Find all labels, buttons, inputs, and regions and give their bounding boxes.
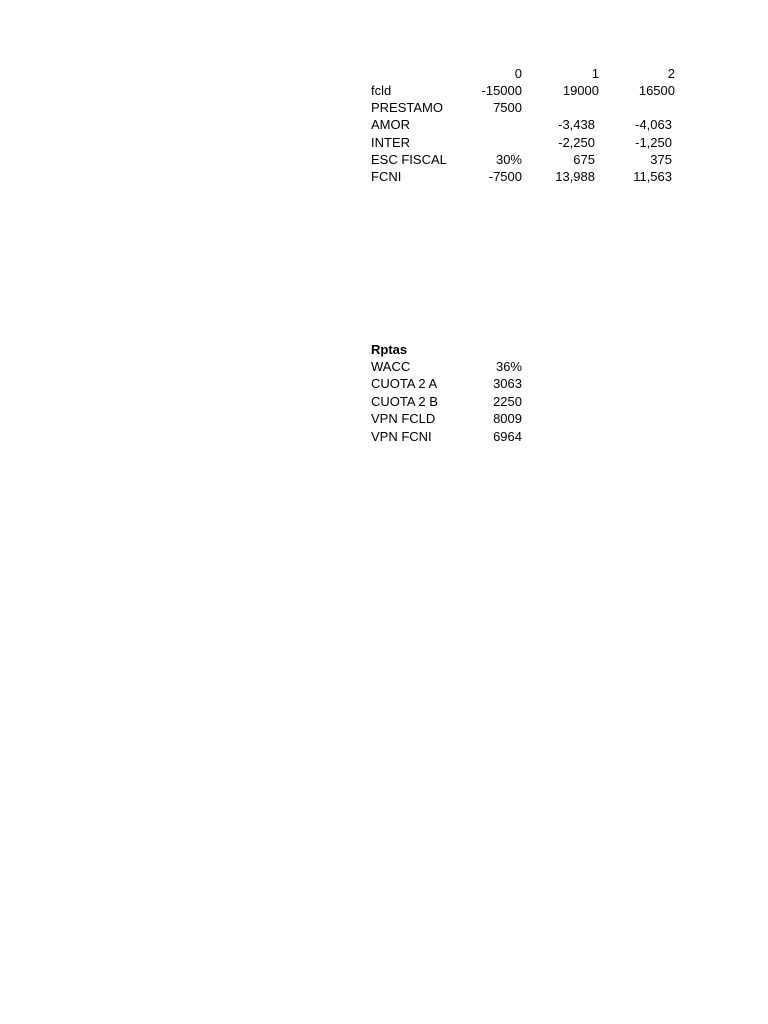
result-label-wacc: WACC [371, 359, 411, 374]
cell-fcni-1: 13,988 [555, 169, 595, 184]
cell-fcni-0: -7500 [488, 169, 522, 184]
cell-fcld-0: -15000 [481, 83, 522, 98]
cell-esc-fiscal-0: 30% [495, 152, 522, 167]
result-value-wacc: 36% [495, 359, 522, 374]
cell-inter-2: -1,250 [635, 135, 672, 150]
row-label-amor: AMOR [371, 117, 410, 132]
row-label-fcni: FCNI [371, 169, 402, 184]
row-label-esc-fiscal: ESC FISCAL [371, 152, 447, 167]
cell-fcld-1: 19000 [562, 83, 599, 98]
cell-inter-1: -2,250 [558, 135, 595, 150]
header-period-2: 2 [667, 66, 675, 81]
results-title: Rptas [371, 342, 408, 357]
result-value-vpn-fcld: 8009 [493, 411, 522, 426]
row-label-fcld: fcld [371, 83, 392, 98]
cell-fcld-2: 16500 [638, 83, 675, 98]
result-label-vpn-fcld: VPN FCLD [371, 411, 436, 426]
cell-amor-2: -4,063 [635, 117, 672, 132]
result-label-cuota-2b: CUOTA 2 B [371, 394, 438, 409]
result-label-vpn-fcni: VPN FCNI [371, 429, 432, 444]
result-value-vpn-fcni: 6964 [493, 429, 522, 444]
result-value-cuota-2b: 2250 [493, 394, 522, 409]
cell-fcni-2: 11,563 [633, 169, 672, 184]
result-label-cuota-2a: CUOTA 2 A [371, 376, 438, 391]
row-label-inter: INTER [371, 135, 410, 150]
row-label-prestamo: PRESTAMO [371, 100, 443, 115]
cell-esc-fiscal-1: 675 [573, 152, 595, 167]
result-value-cuota-2a: 3063 [493, 376, 522, 391]
cell-esc-fiscal-2: 375 [650, 152, 672, 167]
cell-prestamo-0: 7500 [493, 100, 522, 115]
header-period-0: 0 [514, 66, 522, 81]
header-period-1: 1 [591, 66, 599, 81]
cell-amor-1: -3,438 [558, 117, 595, 132]
